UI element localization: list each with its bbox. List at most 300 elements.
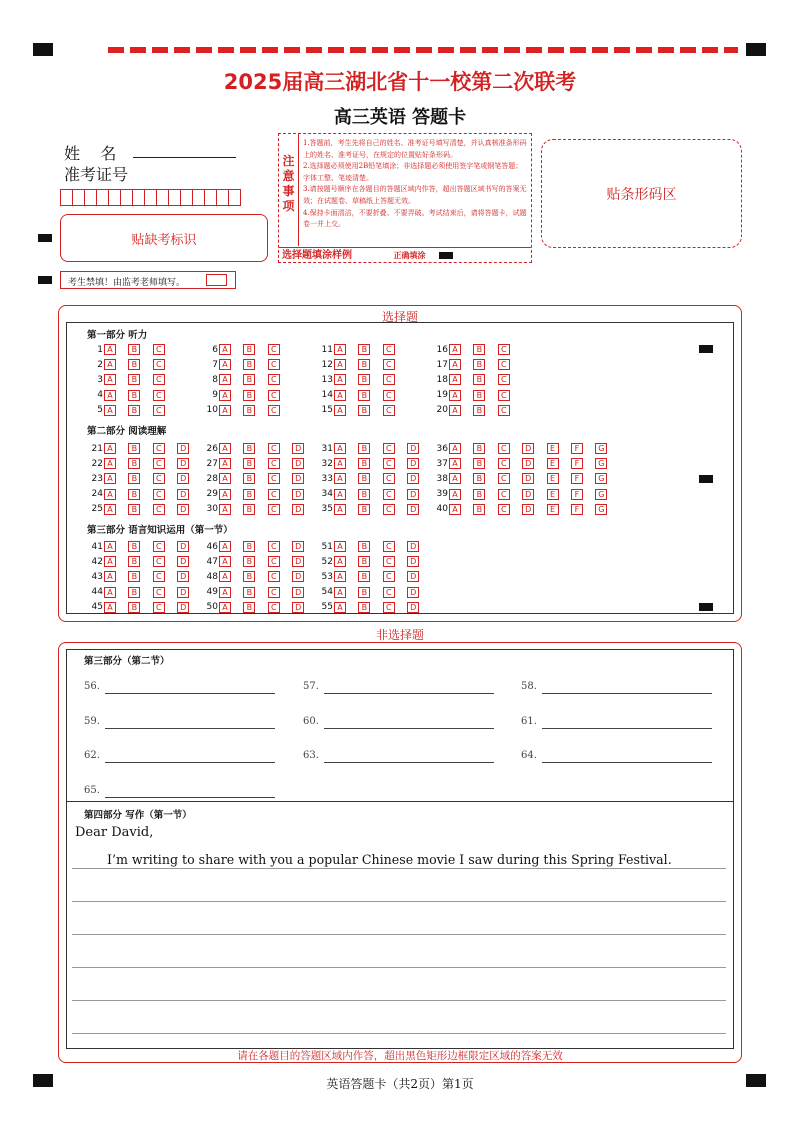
- answer-bubble-c[interactable]: C: [268, 458, 280, 469]
- answer-bubble-c[interactable]: C: [268, 390, 280, 401]
- answer-bubble-e[interactable]: E: [547, 458, 559, 469]
- writing-line[interactable]: [72, 901, 726, 902]
- answer-bubble-c[interactable]: C: [268, 374, 280, 385]
- question-number: 16: [436, 344, 448, 355]
- question-number: 41: [91, 541, 103, 552]
- answer-blank[interactable]: [521, 681, 537, 692]
- answer-bubble-c[interactable]: C: [498, 390, 510, 401]
- answer-bubble-c[interactable]: C: [268, 405, 280, 416]
- answer-bubble-b[interactable]: B: [243, 359, 255, 370]
- answer-bubble-d[interactable]: D: [407, 443, 419, 454]
- answer-bubble-b[interactable]: B: [473, 504, 485, 515]
- answer-bubble-d[interactable]: D: [407, 473, 419, 484]
- answer-bubble-c[interactable]: C: [383, 344, 395, 355]
- blank-line[interactable]: [542, 762, 712, 763]
- answer-bubble-a[interactable]: A: [104, 571, 116, 582]
- answer-bubble-c[interactable]: C: [268, 571, 280, 582]
- answer-bubble-c[interactable]: C: [268, 556, 280, 567]
- answer-bubble-b[interactable]: B: [358, 359, 370, 370]
- answer-bubble-d[interactable]: D: [407, 458, 419, 469]
- answer-bubble-a[interactable]: A: [104, 458, 116, 469]
- part3b-label: 第三部分（第二节）: [84, 656, 170, 667]
- answer-bubble-c[interactable]: C: [383, 602, 395, 613]
- answer-bubble-b[interactable]: B: [358, 504, 370, 515]
- answer-bubble-g[interactable]: G: [595, 504, 607, 515]
- letter-first-sentence: I’m writing to share with you a popular Chinese movie I saw during this Spring Festival.: [107, 852, 672, 867]
- answer-bubble-a[interactable]: A: [219, 443, 231, 454]
- answer-bubble-a[interactable]: A: [219, 541, 231, 552]
- section-divider: [66, 801, 734, 802]
- answer-bubble-d[interactable]: D: [292, 556, 304, 567]
- answer-bubble-c[interactable]: C: [498, 443, 510, 454]
- answer-bubble-d[interactable]: D: [177, 473, 189, 484]
- question-number: 42: [91, 556, 103, 567]
- answer-bubble-c[interactable]: C: [153, 344, 165, 355]
- answer-bubble-b[interactable]: B: [128, 405, 140, 416]
- id-label: 准考证号: [64, 165, 129, 184]
- answer-bubble-c[interactable]: C: [153, 504, 165, 515]
- answer-bubble-a[interactable]: A: [104, 473, 116, 484]
- absent-sticker-area[interactable]: [60, 214, 268, 262]
- answer-bubble-a[interactable]: A: [449, 405, 461, 416]
- answer-bubble-c[interactable]: C: [153, 374, 165, 385]
- answer-bubble-c[interactable]: C: [498, 374, 510, 385]
- page-footer: 英语答题卡（共2页）第1页: [326, 1077, 474, 1091]
- blank-line[interactable]: [542, 693, 712, 694]
- blank-number: 63.: [303, 750, 319, 761]
- answer-bubble-b[interactable]: B: [473, 344, 485, 355]
- answer-bubble-b[interactable]: B: [128, 374, 140, 385]
- answer-bubble-a[interactable]: A: [449, 504, 461, 515]
- blank-number: 56.: [84, 681, 100, 692]
- answer-bubble-a[interactable]: A: [219, 587, 231, 598]
- answer-bubble-c[interactable]: C: [153, 571, 165, 582]
- answer-bubble-b[interactable]: B: [128, 602, 140, 613]
- answer-bubble-c[interactable]: C: [383, 541, 395, 552]
- answer-bubble-b[interactable]: B: [243, 443, 255, 454]
- answer-bubble-a[interactable]: A: [334, 458, 346, 469]
- answer-bubble-c[interactable]: C: [498, 504, 510, 515]
- answer-bubble-e[interactable]: E: [547, 473, 559, 484]
- answer-bubble-c[interactable]: C: [498, 359, 510, 370]
- answer-bubble-b[interactable]: B: [243, 405, 255, 416]
- question-row: [203, 488, 317, 501]
- answer-bubble-c[interactable]: C: [268, 443, 280, 454]
- blank-line[interactable]: [105, 762, 275, 763]
- answer-bubble-a[interactable]: A: [219, 405, 231, 416]
- answer-bubble-c[interactable]: C: [383, 571, 395, 582]
- answer-bubble-e[interactable]: E: [547, 504, 559, 515]
- answer-bubble-c[interactable]: C: [153, 443, 165, 454]
- answer-bubble-a[interactable]: A: [219, 458, 231, 469]
- answer-bubble-b[interactable]: B: [243, 473, 255, 484]
- answer-bubble-b[interactable]: B: [128, 443, 140, 454]
- answer-bubble-a[interactable]: A: [104, 602, 116, 613]
- answer-bubble-c[interactable]: C: [268, 587, 280, 598]
- answer-bubble-b[interactable]: B: [243, 602, 255, 613]
- answer-bubble-d[interactable]: D: [292, 489, 304, 500]
- blank-line[interactable]: [324, 762, 494, 763]
- answer-blank[interactable]: [521, 750, 537, 761]
- answer-bubble-b[interactable]: B: [358, 473, 370, 484]
- answer-bubble-b[interactable]: B: [243, 504, 255, 515]
- instruction-item: 1.答题前，考生先将自己的姓名、准考证号填写清楚，并认真核准条形码上的姓名、准考证号，在规定的位置贴好条形码。: [303, 139, 527, 159]
- answer-bubble-b[interactable]: B: [128, 359, 140, 370]
- answer-bubble-c[interactable]: C: [383, 359, 395, 370]
- blank-line[interactable]: [105, 693, 275, 694]
- answer-bubble-a[interactable]: A: [104, 504, 116, 515]
- answer-bubble-b[interactable]: B: [358, 344, 370, 355]
- answer-bubble-b[interactable]: B: [473, 458, 485, 469]
- answer-bubble-b[interactable]: B: [128, 571, 140, 582]
- question-row: [433, 389, 522, 402]
- answer-bubble-b[interactable]: B: [243, 458, 255, 469]
- answer-bubble-c[interactable]: C: [383, 390, 395, 401]
- answer-bubble-c[interactable]: C: [383, 458, 395, 469]
- answer-bubble-a[interactable]: A: [104, 359, 116, 370]
- answer-bubble-b[interactable]: B: [358, 602, 370, 613]
- answer-bubble-e[interactable]: E: [547, 443, 559, 454]
- answer-blank[interactable]: [303, 750, 319, 761]
- answer-bubble-c[interactable]: C: [383, 489, 395, 500]
- answer-bubble-a[interactable]: A: [219, 489, 231, 500]
- answer-bubble-a[interactable]: A: [334, 405, 346, 416]
- answer-bubble-c[interactable]: C: [153, 390, 165, 401]
- answer-bubble-d[interactable]: D: [407, 556, 419, 567]
- answer-bubble-c[interactable]: C: [153, 587, 165, 598]
- answer-bubble-b[interactable]: B: [128, 344, 140, 355]
- answer-bubble-b[interactable]: B: [358, 587, 370, 598]
- answer-bubble-d[interactable]: D: [292, 443, 304, 454]
- answer-bubble-a[interactable]: A: [104, 556, 116, 567]
- question-row: [203, 442, 317, 455]
- answer-bubble-d[interactable]: D: [177, 587, 189, 598]
- blank-number: 61.: [521, 715, 537, 727]
- answer-bubble-b[interactable]: B: [473, 405, 485, 416]
- answer-bubble-c[interactable]: C: [498, 489, 510, 500]
- name-field[interactable]: [133, 157, 236, 158]
- answer-bubble-c[interactable]: C: [498, 344, 510, 355]
- timing-mark: [38, 234, 52, 242]
- answer-bubble-d[interactable]: D: [292, 571, 304, 582]
- answer-bubble-d[interactable]: D: [522, 504, 534, 515]
- blank-number: 64.: [521, 750, 537, 761]
- answer-blank[interactable]: [303, 716, 319, 727]
- blank-number: 60.: [303, 715, 319, 727]
- id-number-boxes[interactable]: [60, 189, 240, 206]
- answer-bubble-d[interactable]: D: [407, 571, 419, 582]
- answer-bubble-a[interactable]: A: [449, 390, 461, 401]
- answer-bubble-a[interactable]: A: [104, 390, 116, 401]
- question-number: 11: [321, 344, 333, 355]
- answer-bubble-g[interactable]: G: [595, 458, 607, 469]
- answer-bubble-f[interactable]: F: [571, 443, 583, 454]
- answer-bubble-a[interactable]: A: [334, 390, 346, 401]
- answer-bubble-a[interactable]: A: [449, 443, 461, 454]
- answer-bubble-a[interactable]: A: [334, 473, 346, 484]
- answer-bubble-a[interactable]: A: [334, 359, 346, 370]
- question-row: [318, 540, 432, 553]
- answer-bubble-d[interactable]: D: [522, 489, 534, 500]
- answer-blank[interactable]: [303, 681, 319, 692]
- answer-bubble-b[interactable]: B: [473, 359, 485, 370]
- answer-bubble-b[interactable]: B: [128, 541, 140, 552]
- blank-number: 59.: [84, 715, 100, 727]
- answer-bubble-b[interactable]: B: [128, 489, 140, 500]
- answer-bubble-a[interactable]: A: [104, 541, 116, 552]
- answer-bubble-b[interactable]: B: [358, 541, 370, 552]
- answer-bubble-d[interactable]: D: [177, 541, 189, 552]
- answer-bubble-a[interactable]: A: [104, 489, 116, 500]
- answer-blank[interactable]: [84, 750, 100, 761]
- answer-bubble-b[interactable]: B: [358, 571, 370, 582]
- answer-bubble-d[interactable]: D: [292, 602, 304, 613]
- answer-blank[interactable]: [84, 681, 100, 692]
- answer-bubble-b[interactable]: B: [358, 556, 370, 567]
- answer-bubble-c[interactable]: C: [153, 556, 165, 567]
- answer-bubble-b[interactable]: B: [128, 458, 140, 469]
- question-row: [203, 555, 317, 568]
- proctor-fill-box[interactable]: [206, 274, 227, 286]
- answer-bubble-b[interactable]: B: [128, 504, 140, 515]
- answer-bubble-a[interactable]: A: [334, 602, 346, 613]
- answer-bubble-b[interactable]: B: [243, 390, 255, 401]
- answer-bubble-c[interactable]: C: [498, 473, 510, 484]
- answer-bubble-a[interactable]: A: [334, 443, 346, 454]
- answer-bubble-a[interactable]: A: [334, 504, 346, 515]
- answer-bubble-a[interactable]: A: [334, 556, 346, 567]
- answer-bubble-b[interactable]: B: [128, 390, 140, 401]
- answer-bubble-d[interactable]: D: [177, 458, 189, 469]
- answer-bubble-a[interactable]: A: [334, 374, 346, 385]
- answer-bubble-f[interactable]: F: [571, 504, 583, 515]
- question-row: [203, 389, 292, 402]
- answer-bubble-b[interactable]: B: [358, 443, 370, 454]
- question-number: 50: [206, 602, 218, 613]
- question-number: 30: [206, 504, 218, 515]
- answer-bubble-a[interactable]: A: [219, 504, 231, 515]
- answer-bubble-d[interactable]: D: [407, 541, 419, 552]
- name-label: 姓 名: [64, 144, 117, 163]
- question-number: 28: [206, 473, 218, 484]
- answer-bubble-a[interactable]: A: [104, 443, 116, 454]
- answer-bubble-c[interactable]: C: [153, 405, 165, 416]
- part2-label: 第二部分 阅读理解: [87, 426, 167, 437]
- answer-bubble-a[interactable]: A: [449, 458, 461, 469]
- blank-line[interactable]: [105, 728, 275, 729]
- writing-line[interactable]: [72, 1000, 726, 1001]
- question-row: [88, 457, 202, 470]
- answer-bubble-b[interactable]: B: [243, 489, 255, 500]
- answer-bubble-c[interactable]: C: [268, 489, 280, 500]
- question-number: 25: [91, 504, 103, 515]
- answer-bubble-c[interactable]: C: [268, 359, 280, 370]
- blank-line[interactable]: [324, 728, 494, 729]
- answer-bubble-b[interactable]: B: [358, 390, 370, 401]
- answer-bubble-b[interactable]: B: [473, 473, 485, 484]
- answer-bubble-b[interactable]: B: [358, 489, 370, 500]
- question-number: 52: [321, 556, 333, 567]
- answer-bubble-c[interactable]: C: [153, 359, 165, 370]
- card-subtitle: 高三英语 答题卡: [333, 107, 467, 128]
- question-row: [433, 404, 522, 417]
- question-row: [88, 540, 202, 553]
- answer-bubble-e[interactable]: E: [547, 489, 559, 500]
- fill-sample-label: 选择题填涂样例: [282, 250, 352, 261]
- answer-bubble-d[interactable]: D: [407, 602, 419, 613]
- answer-bubble-b[interactable]: B: [128, 587, 140, 598]
- answer-bubble-d[interactable]: D: [292, 458, 304, 469]
- answer-bubble-c[interactable]: C: [268, 473, 280, 484]
- corner-mark-top-left: [33, 43, 53, 56]
- answer-bubble-a[interactable]: A: [219, 390, 231, 401]
- blank-line[interactable]: [542, 728, 712, 729]
- question-row: [203, 601, 317, 614]
- answer-bubble-a[interactable]: A: [334, 541, 346, 552]
- answer-bubble-c[interactable]: C: [383, 405, 395, 416]
- answer-bubble-a[interactable]: A: [104, 374, 116, 385]
- answer-bubble-a[interactable]: A: [219, 602, 231, 613]
- instructions-heading-char: 意: [282, 169, 295, 183]
- answer-bubble-a[interactable]: A: [334, 344, 346, 355]
- blank-number: 62.: [84, 750, 100, 761]
- question-number: 46: [206, 541, 218, 552]
- answer-bubble-b[interactable]: B: [128, 473, 140, 484]
- answer-bubble-b[interactable]: B: [128, 556, 140, 567]
- answer-bubble-b[interactable]: B: [473, 443, 485, 454]
- question-row: [203, 358, 292, 371]
- answer-bubble-g[interactable]: G: [595, 443, 607, 454]
- answer-bubble-d[interactable]: D: [177, 571, 189, 582]
- answer-bubble-b[interactable]: B: [473, 489, 485, 500]
- answer-bubble-a[interactable]: A: [219, 571, 231, 582]
- answer-bubble-d[interactable]: D: [177, 489, 189, 500]
- answer-bubble-b[interactable]: B: [243, 344, 255, 355]
- writing-line[interactable]: [72, 868, 726, 869]
- answer-bubble-c[interactable]: C: [153, 602, 165, 613]
- answer-bubble-d[interactable]: D: [177, 602, 189, 613]
- answer-blank[interactable]: [84, 716, 100, 727]
- answer-bubble-a[interactable]: A: [104, 405, 116, 416]
- id-digit-box[interactable]: [228, 189, 241, 206]
- answer-bubble-b[interactable]: B: [358, 405, 370, 416]
- blank-line[interactable]: [105, 797, 275, 798]
- answer-bubble-d[interactable]: D: [177, 443, 189, 454]
- writing-line[interactable]: [72, 967, 726, 968]
- answer-bubble-d[interactable]: D: [407, 504, 419, 515]
- answer-bubble-c[interactable]: C: [268, 541, 280, 552]
- answer-bubble-c[interactable]: C: [498, 458, 510, 469]
- part1-label: 第一部分 听力: [87, 330, 148, 341]
- answer-bubble-d[interactable]: D: [522, 458, 534, 469]
- answer-bubble-a[interactable]: A: [334, 587, 346, 598]
- answer-bubble-b[interactable]: B: [243, 571, 255, 582]
- writing-line[interactable]: [72, 934, 726, 935]
- answer-bubble-a[interactable]: A: [104, 344, 116, 355]
- answer-bubble-c[interactable]: C: [268, 344, 280, 355]
- answer-bubble-b[interactable]: B: [473, 374, 485, 385]
- answer-bubble-g[interactable]: G: [595, 489, 607, 500]
- answer-bubble-a[interactable]: A: [449, 344, 461, 355]
- answer-blank[interactable]: [521, 716, 537, 727]
- answer-bubble-c[interactable]: C: [268, 602, 280, 613]
- answer-bubble-a[interactable]: A: [449, 359, 461, 370]
- answer-bubble-a[interactable]: A: [334, 571, 346, 582]
- answer-bubble-a[interactable]: A: [219, 359, 231, 370]
- answer-bubble-b[interactable]: B: [243, 541, 255, 552]
- answer-bubble-c[interactable]: C: [153, 541, 165, 552]
- answer-bubble-c[interactable]: C: [383, 556, 395, 567]
- answer-bubble-d[interactable]: D: [292, 473, 304, 484]
- question-number: 15: [321, 405, 333, 416]
- answer-bubble-c[interactable]: C: [153, 489, 165, 500]
- answer-bubble-d[interactable]: D: [292, 504, 304, 515]
- proctor-box: [60, 271, 236, 289]
- instructions-box: [278, 133, 532, 263]
- answer-bubble-b[interactable]: B: [473, 390, 485, 401]
- barcode-area[interactable]: [541, 139, 742, 248]
- answer-bubble-d[interactable]: D: [407, 489, 419, 500]
- answer-bubble-d[interactable]: D: [177, 504, 189, 515]
- question-number: 4: [97, 390, 103, 401]
- question-row: [318, 586, 432, 599]
- answer-bubble-a[interactable]: A: [219, 556, 231, 567]
- answer-bubble-b[interactable]: B: [243, 556, 255, 567]
- answer-bubble-d[interactable]: D: [522, 443, 534, 454]
- answer-bubble-b[interactable]: B: [358, 374, 370, 385]
- answer-bubble-d[interactable]: D: [177, 556, 189, 567]
- answer-bubble-f[interactable]: F: [571, 473, 583, 484]
- answer-bubble-c[interactable]: C: [383, 587, 395, 598]
- answer-bubble-d[interactable]: D: [522, 473, 534, 484]
- answer-bubble-a[interactable]: A: [449, 489, 461, 500]
- answer-bubble-a[interactable]: A: [219, 374, 231, 385]
- answer-bubble-d[interactable]: D: [407, 587, 419, 598]
- answer-bubble-a[interactable]: A: [449, 473, 461, 484]
- answer-bubble-a[interactable]: A: [219, 473, 231, 484]
- answer-bubble-a[interactable]: A: [104, 587, 116, 598]
- answer-bubble-c[interactable]: C: [498, 405, 510, 416]
- answer-bubble-d[interactable]: D: [292, 541, 304, 552]
- answer-bubble-f[interactable]: F: [571, 458, 583, 469]
- question-number: 23: [91, 473, 103, 484]
- answer-bubble-b[interactable]: B: [358, 458, 370, 469]
- question-number: 22: [91, 458, 103, 469]
- question-row: [88, 488, 202, 501]
- instructions-heading-char: 项: [282, 199, 295, 213]
- answer-bubble-b[interactable]: B: [243, 587, 255, 598]
- answer-bubble-g[interactable]: G: [595, 473, 607, 484]
- answer-bubble-c[interactable]: C: [153, 458, 165, 469]
- writing-line[interactable]: [72, 1033, 726, 1034]
- answer-blank[interactable]: [84, 785, 100, 796]
- answer-bubble-f[interactable]: F: [571, 489, 583, 500]
- question-row: [88, 472, 202, 485]
- answer-bubble-c[interactable]: C: [383, 504, 395, 515]
- answer-bubble-a[interactable]: A: [334, 489, 346, 500]
- question-row: [203, 586, 317, 599]
- answer-bubble-c[interactable]: C: [268, 504, 280, 515]
- answer-bubble-c[interactable]: C: [383, 473, 395, 484]
- answer-bubble-c[interactable]: C: [383, 443, 395, 454]
- blank-line[interactable]: [324, 693, 494, 694]
- answer-bubble-c[interactable]: C: [383, 374, 395, 385]
- answer-bubble-d[interactable]: D: [292, 587, 304, 598]
- answer-bubble-a[interactable]: A: [449, 374, 461, 385]
- answer-bubble-b[interactable]: B: [243, 374, 255, 385]
- answer-bubble-a[interactable]: A: [219, 344, 231, 355]
- answer-bubble-c[interactable]: C: [153, 473, 165, 484]
